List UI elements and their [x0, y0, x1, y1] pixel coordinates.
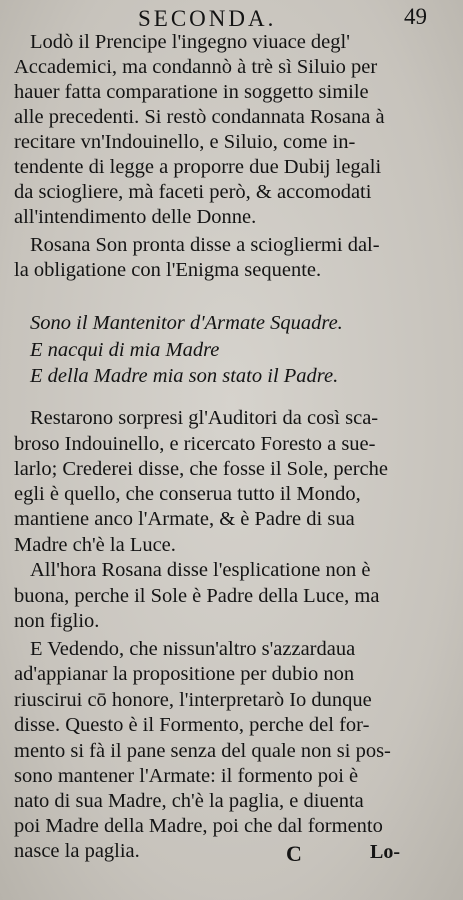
text-line: Lodò il Prencipe l'ingegno viuace degl': [30, 31, 350, 53]
text-line: all'intendimento delle Donne.: [14, 206, 257, 228]
text-line: da sciogliere, mà faceti però, & accomodati: [14, 181, 372, 203]
text-line: mento si fà il pane senza del quale non si pos-: [14, 740, 391, 762]
text-line: riuscirui cō honore, l'interpretarò Io dunque: [14, 689, 372, 711]
text-line: alle precedenti. Si restò condannata Rosana à: [14, 106, 385, 128]
text-line: larlo; Crederei disse, che fosse il Sole, perche: [14, 458, 388, 480]
text-line: Rosana Son pronta disse a sciogliermi dal-: [30, 234, 380, 256]
text-line: E Vedendo, che nissun'altro s'azzardaua: [30, 638, 356, 660]
text-line: ad'appianar la propositione per dubio non: [14, 663, 355, 685]
text-line: la obligatione con l'Enigma sequente.: [14, 259, 322, 281]
text-line: broso Indouinello, e ricercato Foresto a sue-: [14, 433, 376, 455]
text-line: hauer fatta comparatione in soggetto simile: [14, 81, 369, 103]
text-line: nasce la paglia.: [14, 840, 140, 862]
signature-mark: C: [286, 841, 302, 866]
text-line: non figlio.: [14, 610, 100, 632]
riddle-line: Sono il Mantenitor d'Armate Squadre.: [30, 312, 343, 334]
text-line: Accademici, ma condannò à trè sì Siluio per: [14, 56, 378, 78]
text-line: nato di sua Madre, ch'è la paglia, e diuenta: [14, 790, 364, 812]
text-line: buona, perche il Sole è Padre della Luce, ma: [14, 585, 380, 607]
text-line: sono mantener l'Armate: il formento poi è: [14, 765, 359, 787]
text-line: Madre ch'è la Luce.: [14, 534, 176, 556]
running-title: SECONDA.: [138, 6, 277, 31]
riddle-line: E della Madre mia son stato il Padre.: [30, 365, 339, 387]
page-number: 49: [404, 4, 427, 29]
riddle-line: E nacqui di mia Madre: [30, 339, 220, 361]
catchword: Lo-: [370, 841, 400, 863]
text-line: recitare vn'Indouinello, e Siluio, come in-: [14, 131, 356, 153]
text-line: Restarono sorpresi gl'Auditori da così sca-: [30, 407, 379, 429]
text-line: disse. Questo è il Formento, perche del for-: [14, 714, 370, 736]
text-line: egli è quello, che conserua tutto il Mondo,: [14, 483, 361, 505]
text-line: mantiene anco l'Armate, & è Padre di sua: [14, 508, 355, 530]
text-line: All'hora Rosana disse l'esplicatione non è: [30, 559, 371, 581]
text-line: tendente di legge a proporre due Dubij legali: [14, 156, 382, 178]
text-line: poi Madre della Madre, poi che dal formento: [14, 815, 383, 837]
